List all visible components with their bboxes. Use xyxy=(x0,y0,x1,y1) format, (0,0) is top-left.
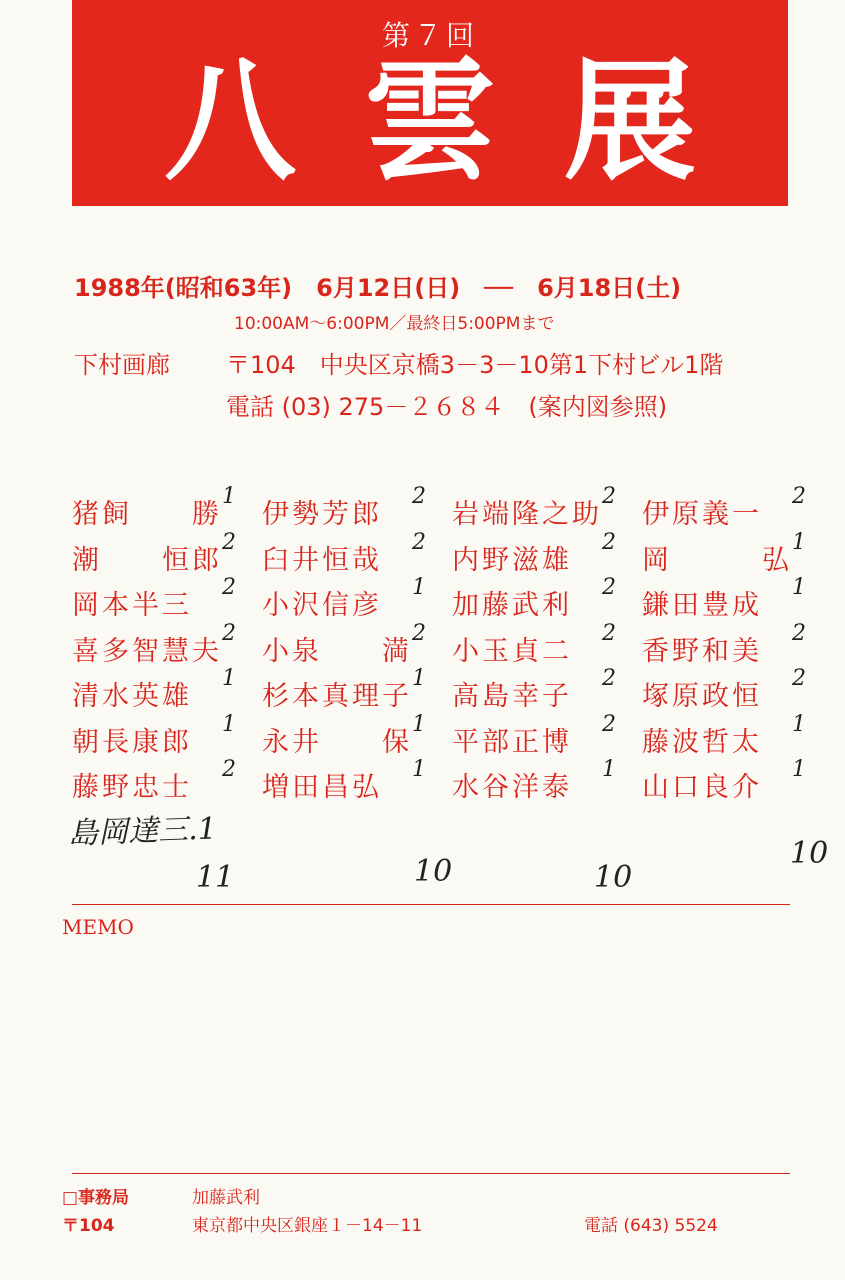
divider-line xyxy=(72,904,790,905)
artist-name: 増田昌弘 xyxy=(262,772,382,803)
handwritten-count: 1 xyxy=(222,484,236,509)
artist-name: 永井 保 xyxy=(262,726,412,758)
handwritten-count: 2 xyxy=(222,620,236,646)
artist-name: 内野滋雄 xyxy=(452,544,572,576)
handwritten-count: 1 xyxy=(792,757,806,782)
handwritten-count: 2 xyxy=(792,666,806,691)
handwritten-count: 1 xyxy=(222,711,236,737)
office-postal: 〒104 xyxy=(62,1216,115,1236)
artist-name: 喜多智慧夫 xyxy=(72,635,222,667)
title-banner xyxy=(72,0,788,206)
handwritten-count: 1 xyxy=(412,666,426,691)
artist-name: 藤野忠士 xyxy=(72,772,192,803)
handwritten-count: 2 xyxy=(792,620,806,646)
memo-label: MEMO xyxy=(62,915,134,939)
artist-name: 清水英雄 xyxy=(72,681,192,712)
handwritten-count: 2 xyxy=(602,529,616,555)
handwritten-count: 2 xyxy=(222,575,236,600)
artist-name: 杉本真理子 xyxy=(262,681,412,712)
office-person: 加藤武利 xyxy=(192,1188,260,1208)
handwritten-count: 2 xyxy=(412,529,426,555)
artist-name: 小玉貞二 xyxy=(452,635,572,667)
handwritten-count: 2 xyxy=(602,484,616,509)
artist-name: 潮 恒郎 xyxy=(72,544,222,576)
artist-name: 小沢信彦 xyxy=(262,590,382,621)
exhibition-title: 八雲展 xyxy=(164,45,764,199)
artist-name: 高島幸子 xyxy=(452,681,572,712)
exhibition-dates: 1988年(昭和63年) 6月12日(日) ── 6月18日(土) xyxy=(74,274,682,302)
artist-name: 鎌田豊成 xyxy=(642,590,762,621)
handwritten-count: 2 xyxy=(602,575,616,600)
gallery-phone: 電話 (03) 275－２６８４ (案内図参照) xyxy=(226,393,668,421)
artist-name: 岡 弘 xyxy=(642,544,792,576)
artist-name: 水谷洋泰 xyxy=(452,772,572,803)
handwritten-count: 1 xyxy=(792,711,806,737)
gallery-address: 〒104 中央区京橋3－3－10第1下村ビル1階 xyxy=(226,351,724,379)
artist-name: 平部正博 xyxy=(452,726,572,758)
artist-name: 香野和美 xyxy=(642,635,762,667)
artist-name: 朝長康郎 xyxy=(72,726,192,758)
artist-name: 塚原政恒 xyxy=(642,681,762,712)
handwritten-count: 2 xyxy=(602,620,616,646)
gallery-name: 下村画廊 xyxy=(74,351,170,379)
handwritten-count: 1 xyxy=(792,575,806,600)
column-total: 11 xyxy=(196,860,235,895)
handwritten-count: 2 xyxy=(602,666,616,691)
handwritten-extra-name: 島岡達三.1 xyxy=(67,811,218,852)
office-address: 東京都中央区銀座１－14－11 xyxy=(192,1216,423,1236)
artist-name: 小泉 満 xyxy=(262,635,412,667)
edition-label: 第７回 xyxy=(381,19,478,52)
artist-name: 伊原義一 xyxy=(642,499,762,530)
artist-name: 猪飼 勝 xyxy=(72,499,222,530)
artist-name: 臼井恒哉 xyxy=(262,544,382,576)
artist-name: 岡本半三 xyxy=(72,590,192,621)
handwritten-count: 2 xyxy=(222,757,236,782)
handwritten-count: 1 xyxy=(602,757,616,782)
handwritten-count: 1 xyxy=(412,575,426,600)
handwritten-count: 2 xyxy=(602,711,616,737)
artist-name: 加藤武利 xyxy=(452,590,572,621)
handwritten-count: 2 xyxy=(792,484,806,509)
artist-name: 山口良介 xyxy=(642,772,762,803)
handwritten-count: 1 xyxy=(792,529,806,555)
handwritten-count: 1 xyxy=(412,757,426,782)
office-label: □事務局 xyxy=(62,1188,130,1208)
divider-line xyxy=(72,1173,790,1174)
opening-hours: 10:00AM～6:00PM／最終日5:00PMまで xyxy=(234,314,555,334)
handwritten-count: 2 xyxy=(222,529,236,555)
artist-name: 岩端隆之助 xyxy=(452,499,602,530)
office-phone: 電話 (643) 5524 xyxy=(584,1216,718,1236)
column-total: 10 xyxy=(790,836,829,871)
handwritten-count: 1 xyxy=(222,666,236,691)
handwritten-count: 2 xyxy=(412,484,426,509)
handwritten-count: 1 xyxy=(412,711,426,737)
column-total: 10 xyxy=(594,860,633,895)
artist-name: 伊勢芳郎 xyxy=(262,499,382,530)
artist-name: 藤波哲太 xyxy=(642,726,762,758)
column-total: 10 xyxy=(414,854,453,889)
handwritten-count: 2 xyxy=(412,620,426,646)
